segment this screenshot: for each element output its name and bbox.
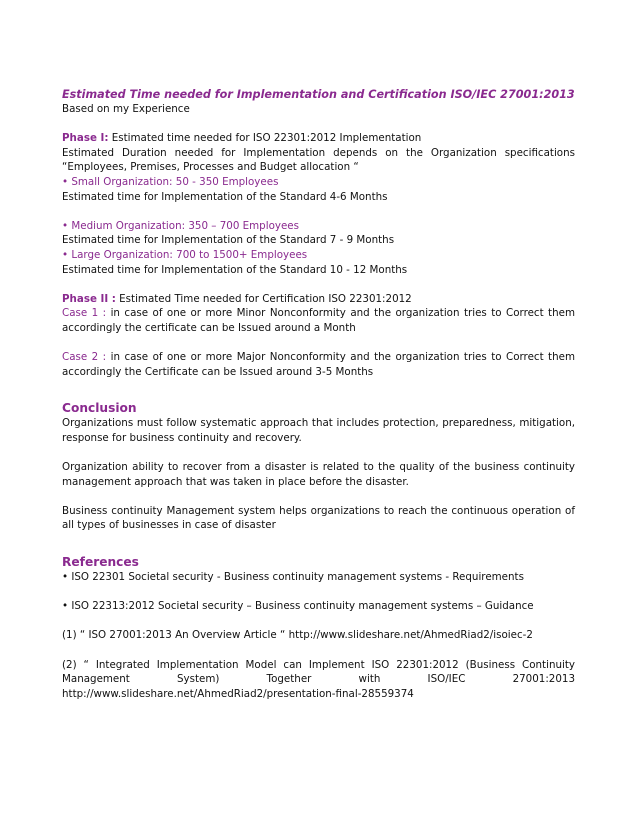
large-organization: • Large Organization: 700 to 1500+ Employees bbox=[62, 248, 308, 261]
case2-paragraph bbox=[62, 350, 575, 379]
reference-item: (1) “ ISO 27001:2013 An Overview Article “ http://www.slideshare.net/AhmedRiad2/isoiec-2 bbox=[62, 629, 533, 642]
phase2-text: Estimated Time needed for Certification ISO 22301:2012 bbox=[115, 292, 412, 305]
phase1-heading bbox=[62, 131, 575, 146]
document-title: Estimated Time needed for Implementation and Certification ISO/IEC 27001:2013 bbox=[62, 88, 575, 101]
reference-item: • ISO 22301 Societal security - Business continuity management systems - Requirements bbox=[62, 571, 524, 584]
case1-text: in case of one or more Minor Nonconformity and the organization tries to Correct them accordingly the certificate can be Issued around a Month bbox=[62, 307, 575, 334]
phase2-label: Phase II : bbox=[62, 292, 116, 305]
medium-organization: • Medium Organization: 350 – 700 Employees bbox=[62, 219, 299, 232]
conclusion-paragraph-1: Organizations must follow systematic approach that includes protection, preparedness, mitigation, response for business continuity and recovery. bbox=[62, 417, 575, 444]
large-organization-time: Estimated time for Implementation of the Standard 10 - 12 Months bbox=[62, 263, 408, 276]
phase1-label: Phase I: bbox=[62, 132, 109, 145]
reference-item: (2) “ Integrated Implementation Model can Implement ISO 22301:2012 (Business Continuity Management System) Together with ISO/IEC 27001:2013 http://www.slideshare.net/AhmedRiad2/presentation-final-28559374 bbox=[62, 658, 575, 700]
case1-paragraph bbox=[62, 306, 575, 335]
document-subtitle: Based on my Experience bbox=[62, 103, 190, 115]
phase1-text: Estimated time needed for ISO 22301:2012 Implementation bbox=[108, 132, 422, 145]
references-heading: References bbox=[62, 555, 139, 570]
phase2-heading bbox=[62, 292, 575, 307]
conclusion-heading: Conclusion bbox=[62, 401, 137, 416]
case2-text: in case of one or more Major Nonconformity and the organization tries to Correct them accordingly the Certificate can be Issued around 3-5 Months bbox=[62, 351, 575, 378]
medium-organization-time: Estimated time for Implementation of the Standard 7 - 9 Months bbox=[62, 234, 395, 247]
conclusion-paragraph-3: Business continuity Management system helps organizations to reach the continuous operation of all types of businesses in case of disaster bbox=[62, 504, 575, 532]
small-organization: • Small Organization: 50 - 350 Employees bbox=[62, 175, 279, 188]
case1-label: Case 1 : bbox=[62, 307, 107, 320]
conclusion-paragraph-2: Organization ability to recover from a disaster is related to the quality of the business continuity management approach that was taken in place before the disaster. bbox=[62, 461, 575, 488]
phase1-duration: Estimated Duration needed for Implementation depends on the Organization specifications “Employees, Premises, Processes and Budget allocation “ bbox=[62, 146, 575, 174]
small-organization-time: Estimated time for Implementation of the Standard 4-6 Months bbox=[62, 190, 388, 203]
reference-item: • ISO 22313:2012 Societal security – Business continuity management systems – Guidance bbox=[62, 600, 534, 613]
case2-label: Case 2 : bbox=[62, 351, 107, 364]
document-page bbox=[62, 87, 575, 701]
